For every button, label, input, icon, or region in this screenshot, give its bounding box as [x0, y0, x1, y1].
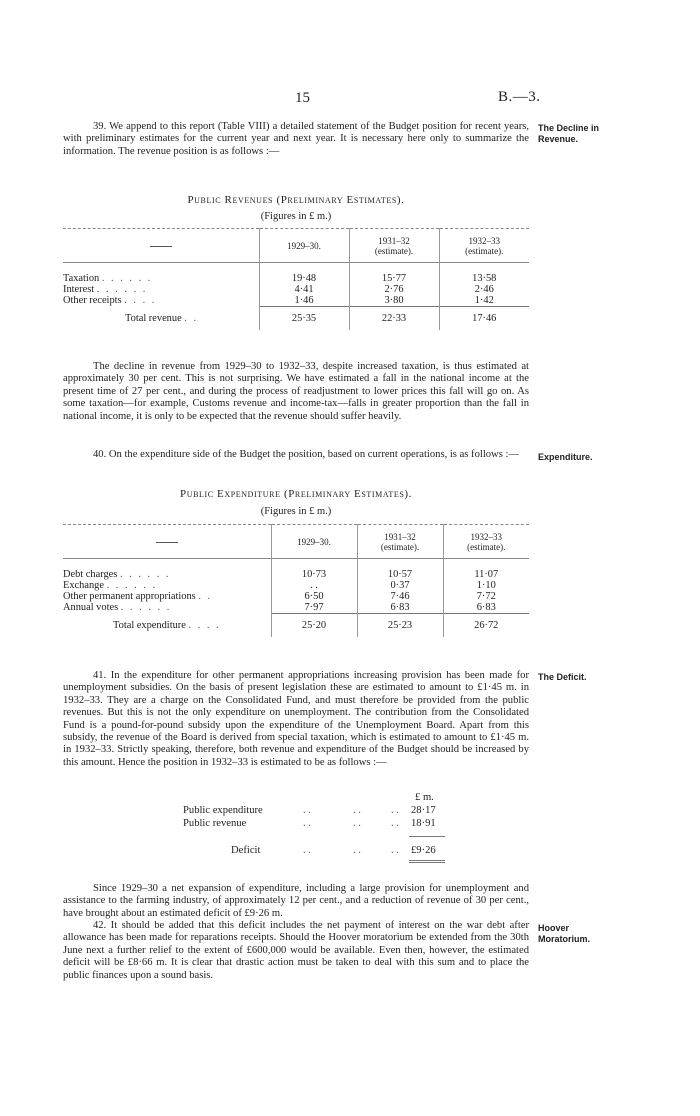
deficit-total-row [183, 845, 436, 858]
row-label: Other permanent appropriations [63, 591, 196, 602]
total-label: Total expenditure [113, 619, 186, 631]
paragraph-41-text: 41. In the expenditure for other permanent appropriations increasing provision has been made for unemployment subsidies. On the basis of present legislation these are estimated to amount to £1·45 m. in 1932–33. They are a charge on the Consolidated Fund, and must therefore be provided from the public revenues. But this is not the only expenditure on unemployment. The contribution from the Consolidated Fund is a pound-for-pound subsidy upon the expenditure of the Unemployment Board. Apart from this subsidy, the revenue of the Board is derived from special taxation, which is estimated to amount to £1·45 m. in 1932–33. Strictly speaking, therefore, both revenue and expenditure of the Budget should be increased by this amount. Hence the position in 1932–33 is estimated to be as follows :— [63, 670, 529, 768]
table-total-row [63, 307, 529, 331]
expenditure-table-subtitle: (Figures in £ m.) [260, 506, 332, 517]
deficit-rule [409, 836, 445, 837]
leader-dots: . . [198, 591, 213, 602]
revenue-table-subtitle: (Figures in £ m.) [260, 211, 332, 222]
leader-dots: . . [184, 312, 199, 324]
table-row [63, 273, 529, 284]
paragraph-40 [63, 449, 529, 461]
expenditure-col-1931: 1931–32 (estimate). [357, 525, 443, 559]
cell-value: 10·73 [271, 569, 357, 580]
table-row [63, 602, 529, 614]
cell-value: 2·46 [439, 284, 529, 295]
leader-dots: . . . . [188, 619, 221, 631]
cell-value: 0·37 [357, 580, 443, 591]
cell-value: 2·76 [349, 284, 439, 295]
table-row [63, 569, 529, 580]
sidenote-deficit: The Deficit. [538, 672, 587, 682]
cell-value: . . [271, 580, 357, 591]
leader-dots: . . . . . . [106, 580, 158, 591]
leader-dots: . . [391, 845, 399, 856]
deficit-row-value: 18·91 [411, 818, 436, 829]
paragraph-42 [63, 920, 529, 982]
deficit-row-label: Public revenue [183, 818, 247, 829]
leader-dots: . . . . [124, 295, 157, 307]
total-value: 26·72 [443, 614, 529, 638]
revenue-col-1931: 1931–32 (estimate). [349, 229, 439, 263]
deficit-row-revenue [183, 818, 436, 831]
paragraph-since [63, 883, 529, 920]
cell-value: 3·80 [349, 295, 439, 307]
paragraph-42-text: 42. It should be added that this deficit includes the net payment of interest on the war debt after allowance has been made for reparations receipts. Should the Hoover moratorium be extended from the 30th June next a further relief to the extent of £600,000 would be available. Even then, however, the estimated deficit will be £8·66 m. It is clear that drastic action must be taken to deal with this sum and to place the public finances upon a sound basis. [63, 920, 529, 981]
cell-value: 11·07 [443, 569, 529, 580]
cell-value: 6·83 [357, 602, 443, 614]
paragraph-decline-text: The decline in revenue from 1929–30 to 1932–33, despite increased taxation, is thus estimated at approximately 30 per cent. This is not surprising. We have estimated a fall in the national income at the present time of 27 per cent., and during the process of readjustment to lower prices this fall will go on. As some taxation—for example, Customs revenue and income-tax—falls in greater proportion than the fall in national income, it is only to be expected that the revenue should suffer heavily. [63, 361, 529, 422]
total-label: Total revenue [125, 312, 182, 324]
leader-dots: . . [353, 818, 361, 829]
paragraph-39 [63, 121, 529, 158]
table-row [63, 580, 529, 591]
expenditure-table-title: Public Expenditure (Preliminary Estimates). [179, 488, 413, 500]
leader-dots: . . . . . . [120, 602, 172, 614]
deficit-row-value: 28·17 [411, 805, 436, 816]
leader-dots: . . . . . . [119, 569, 171, 580]
expenditure-table [63, 524, 529, 637]
leader-dots: . . [391, 805, 399, 816]
sidenote-decline-in-revenue [538, 123, 638, 145]
sidenote-expenditure: Expenditure. [538, 452, 593, 462]
cell-value: 1·10 [443, 580, 529, 591]
total-value: 25·23 [357, 614, 443, 638]
deficit-rule-row [183, 831, 423, 841]
deficit-statement [183, 792, 436, 864]
sidenote-hoover-line1: Hoover [538, 923, 570, 933]
sidenote-decline-line2: Revenue. [538, 134, 579, 144]
document-reference: B.—3. [498, 89, 541, 105]
total-value: 25·20 [271, 614, 357, 638]
sidenote-decline-line1: The Decline in [538, 123, 600, 133]
expenditure-header-blank [63, 525, 271, 559]
deficit-unit: £ m. [415, 792, 434, 803]
cell-value: 7·72 [443, 591, 529, 602]
cell-value: 7·46 [357, 591, 443, 602]
page-number: 15 [295, 90, 310, 106]
total-value: 22·33 [349, 307, 439, 331]
paragraph-39-text: 39. We append to this report (Table VIII) a detailed statement of the Budget position for recent years, with preliminary estimates for the current year and next year. It is necessary here only to summarize the information. The revenue position is as follows :— [63, 121, 529, 157]
deficit-double-rule [409, 860, 445, 863]
revenue-header-blank [63, 229, 259, 263]
deficit-unit-row [183, 792, 434, 805]
cell-value: 13·58 [439, 273, 529, 284]
table-row [63, 295, 529, 307]
cell-value: 6·83 [443, 602, 529, 614]
cell-value: 10·57 [357, 569, 443, 580]
leader-dots: . . [303, 818, 311, 829]
deficit-row-expenditure [183, 805, 436, 818]
total-value: 25·35 [259, 307, 349, 331]
table-row [63, 591, 529, 602]
leader-dots: . . [353, 805, 361, 816]
deficit-row-label: Public expenditure [183, 805, 263, 816]
deficit-total-label: Deficit [231, 845, 261, 856]
revenue-table-title: Public Revenues (Preliminary Estimates). [187, 194, 405, 206]
table-total-row [63, 614, 529, 638]
sidenote-hoover-moratorium [538, 923, 638, 945]
paragraph-decline [63, 361, 529, 423]
cell-value: 19·48 [259, 273, 349, 284]
total-value: 17·46 [439, 307, 529, 331]
row-label: Other receipts [63, 295, 122, 307]
row-label: Taxation [63, 273, 100, 284]
paragraph-40-text: 40. On the expenditure side of the Budget the position, based on current operations, is as follows :— [93, 449, 520, 460]
deficit-double-rule-row [183, 858, 423, 864]
row-label: Debt charges [63, 569, 118, 580]
row-label: Interest [63, 284, 95, 295]
row-label: Annual votes [63, 602, 119, 614]
leader-dots: . . [391, 818, 399, 829]
leader-dots: . . . . . . [101, 273, 153, 284]
leader-dots: . . [303, 805, 311, 816]
cell-value: 15·77 [349, 273, 439, 284]
expenditure-col-1929: 1929–30. [271, 525, 357, 559]
cell-value: 6·50 [271, 591, 357, 602]
table-row [63, 284, 529, 295]
paragraph-41 [63, 670, 529, 769]
sidenote-hoover-line2: Moratorium. [538, 934, 591, 944]
row-label: Exchange [63, 580, 104, 591]
revenue-col-1929: 1929–30. [259, 229, 349, 263]
expenditure-col-1932: 1932–33 (estimate). [443, 525, 529, 559]
revenue-table [63, 228, 529, 330]
cell-value: 7·97 [271, 602, 357, 614]
leader-dots: . . [353, 845, 361, 856]
leader-dots: . . [303, 845, 311, 856]
cell-value: 1·46 [259, 295, 349, 307]
deficit-total-value: £9·26 [411, 845, 436, 856]
cell-value: 4·41 [259, 284, 349, 295]
revenue-col-1932: 1932–33 (estimate). [439, 229, 529, 263]
cell-value: 1·42 [439, 295, 529, 307]
leader-dots: . . . . . . [96, 284, 148, 295]
paragraph-since-text: Since 1929–30 a net expansion of expenditure, including a large provision for unemployment and assistance to the farming industry, of approximately 12 per cent., and a reduction of revenue of 30 per cent., have brought about an estimated deficit of £9·26 m. [63, 883, 529, 919]
